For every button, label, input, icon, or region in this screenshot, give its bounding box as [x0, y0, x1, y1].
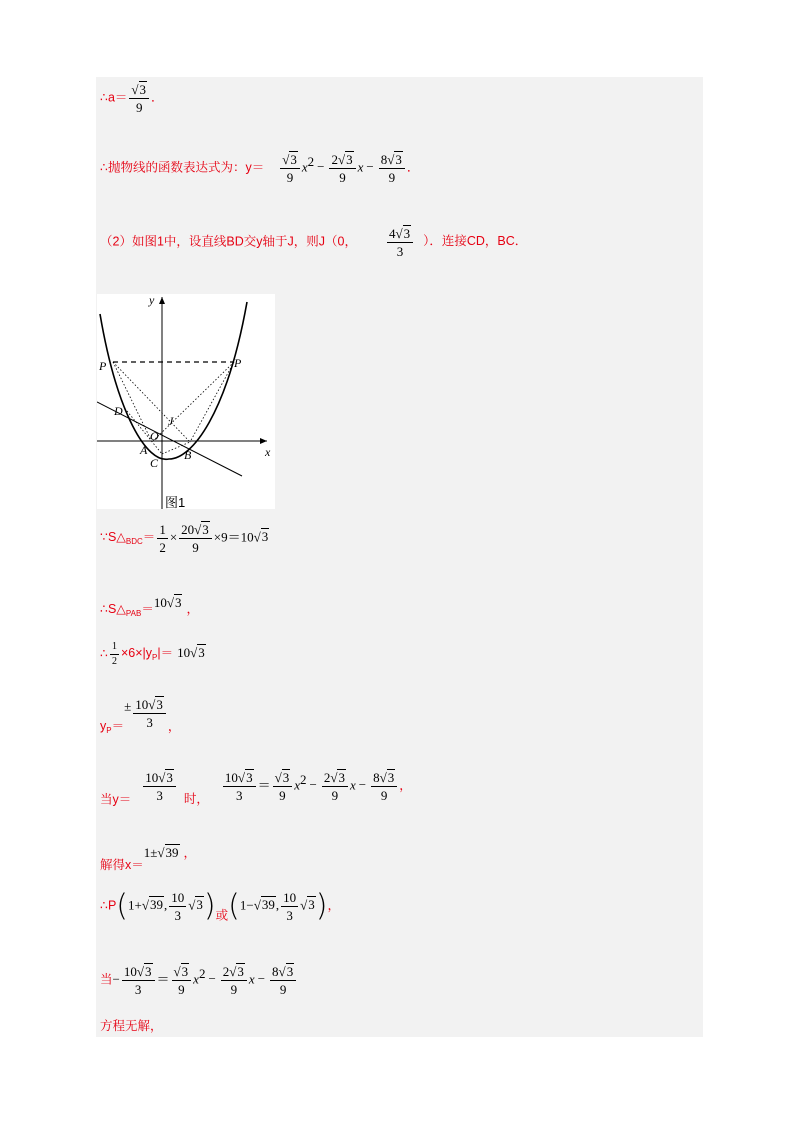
line-a-value: ∴a＝ $\frac{√3}{9}$ ． — [100, 82, 164, 115]
line-when-y-positive: 当y＝ $\frac{10√3}{3}$ 时， $\frac{10√3}{3}$ ＝ $\frac{√3}{9}$ $x^2$ − $\frac{2√3}{9}$ x − $\frac{8√3}{9}$ ， — [100, 770, 412, 807]
label-c: C — [150, 456, 159, 470]
line-half-times-yp: ∴ $\frac{1}{2}$ $\times 6\times|y_P|= 10√3$ — [100, 641, 205, 667]
label-b: B — [184, 448, 192, 462]
label-o: O — [150, 429, 159, 443]
line-solve-x: 解得x＝1±√39 ， — [100, 845, 197, 872]
line-area-bdc: $\because S\triangle_{BDC}=$ $\frac{1}{2}$ × $\frac{20√3}{9}$ ×9＝10√3 — [100, 522, 269, 555]
label-y: y — [149, 294, 155, 307]
line-yp-value: $y_P=\pm$ $\frac{10√3}{3}$ ， — [100, 697, 181, 736]
label-x: x — [265, 445, 271, 459]
line-point-p: ∴P(1+√39, $\frac{10}{3}$ √3)或(1−√39, $\frac{10}{3}$ √3)， — [100, 888, 340, 924]
figure-caption: 图1 — [165, 495, 186, 510]
label-p-right: P — [234, 356, 242, 370]
line-parabola-expression: ∴抛物线的函数表达式为：y＝ $\frac{√3}{9}$ $x^2$ − $\frac{2√3}{9}$ x − $\frac{8√3}{9}$ ． — [100, 152, 420, 185]
line-part2-intro: （2）如图1中，设直线BD交y轴于J，则J（0， $\frac{4√3}{3}$ ）．连接CD，BC． — [100, 226, 528, 259]
line-when-y-negative: 当− $\frac{10√3}{3}$ ＝ $\frac{√3}{9}$ $x^2$ − $\frac{2√3}{9}$ x − $\frac{8√3}{9}$ — [100, 964, 298, 997]
label-a: A — [140, 443, 148, 457]
figure-1-parabola — [97, 294, 275, 509]
line-no-solution: 方程无解， — [100, 1019, 163, 1033]
line-area-pab: $\therefore S\triangle_{PAB}=10√3$ ， — [100, 595, 199, 618]
parabola-diagram — [97, 294, 275, 509]
label-p-left: P — [99, 359, 107, 373]
parabola-curve — [100, 302, 247, 459]
frac-sqrt3-over-9: $\frac{√3}{9}$ — [129, 82, 149, 115]
label-d: D — [114, 404, 123, 418]
label-j: J — [168, 414, 174, 428]
